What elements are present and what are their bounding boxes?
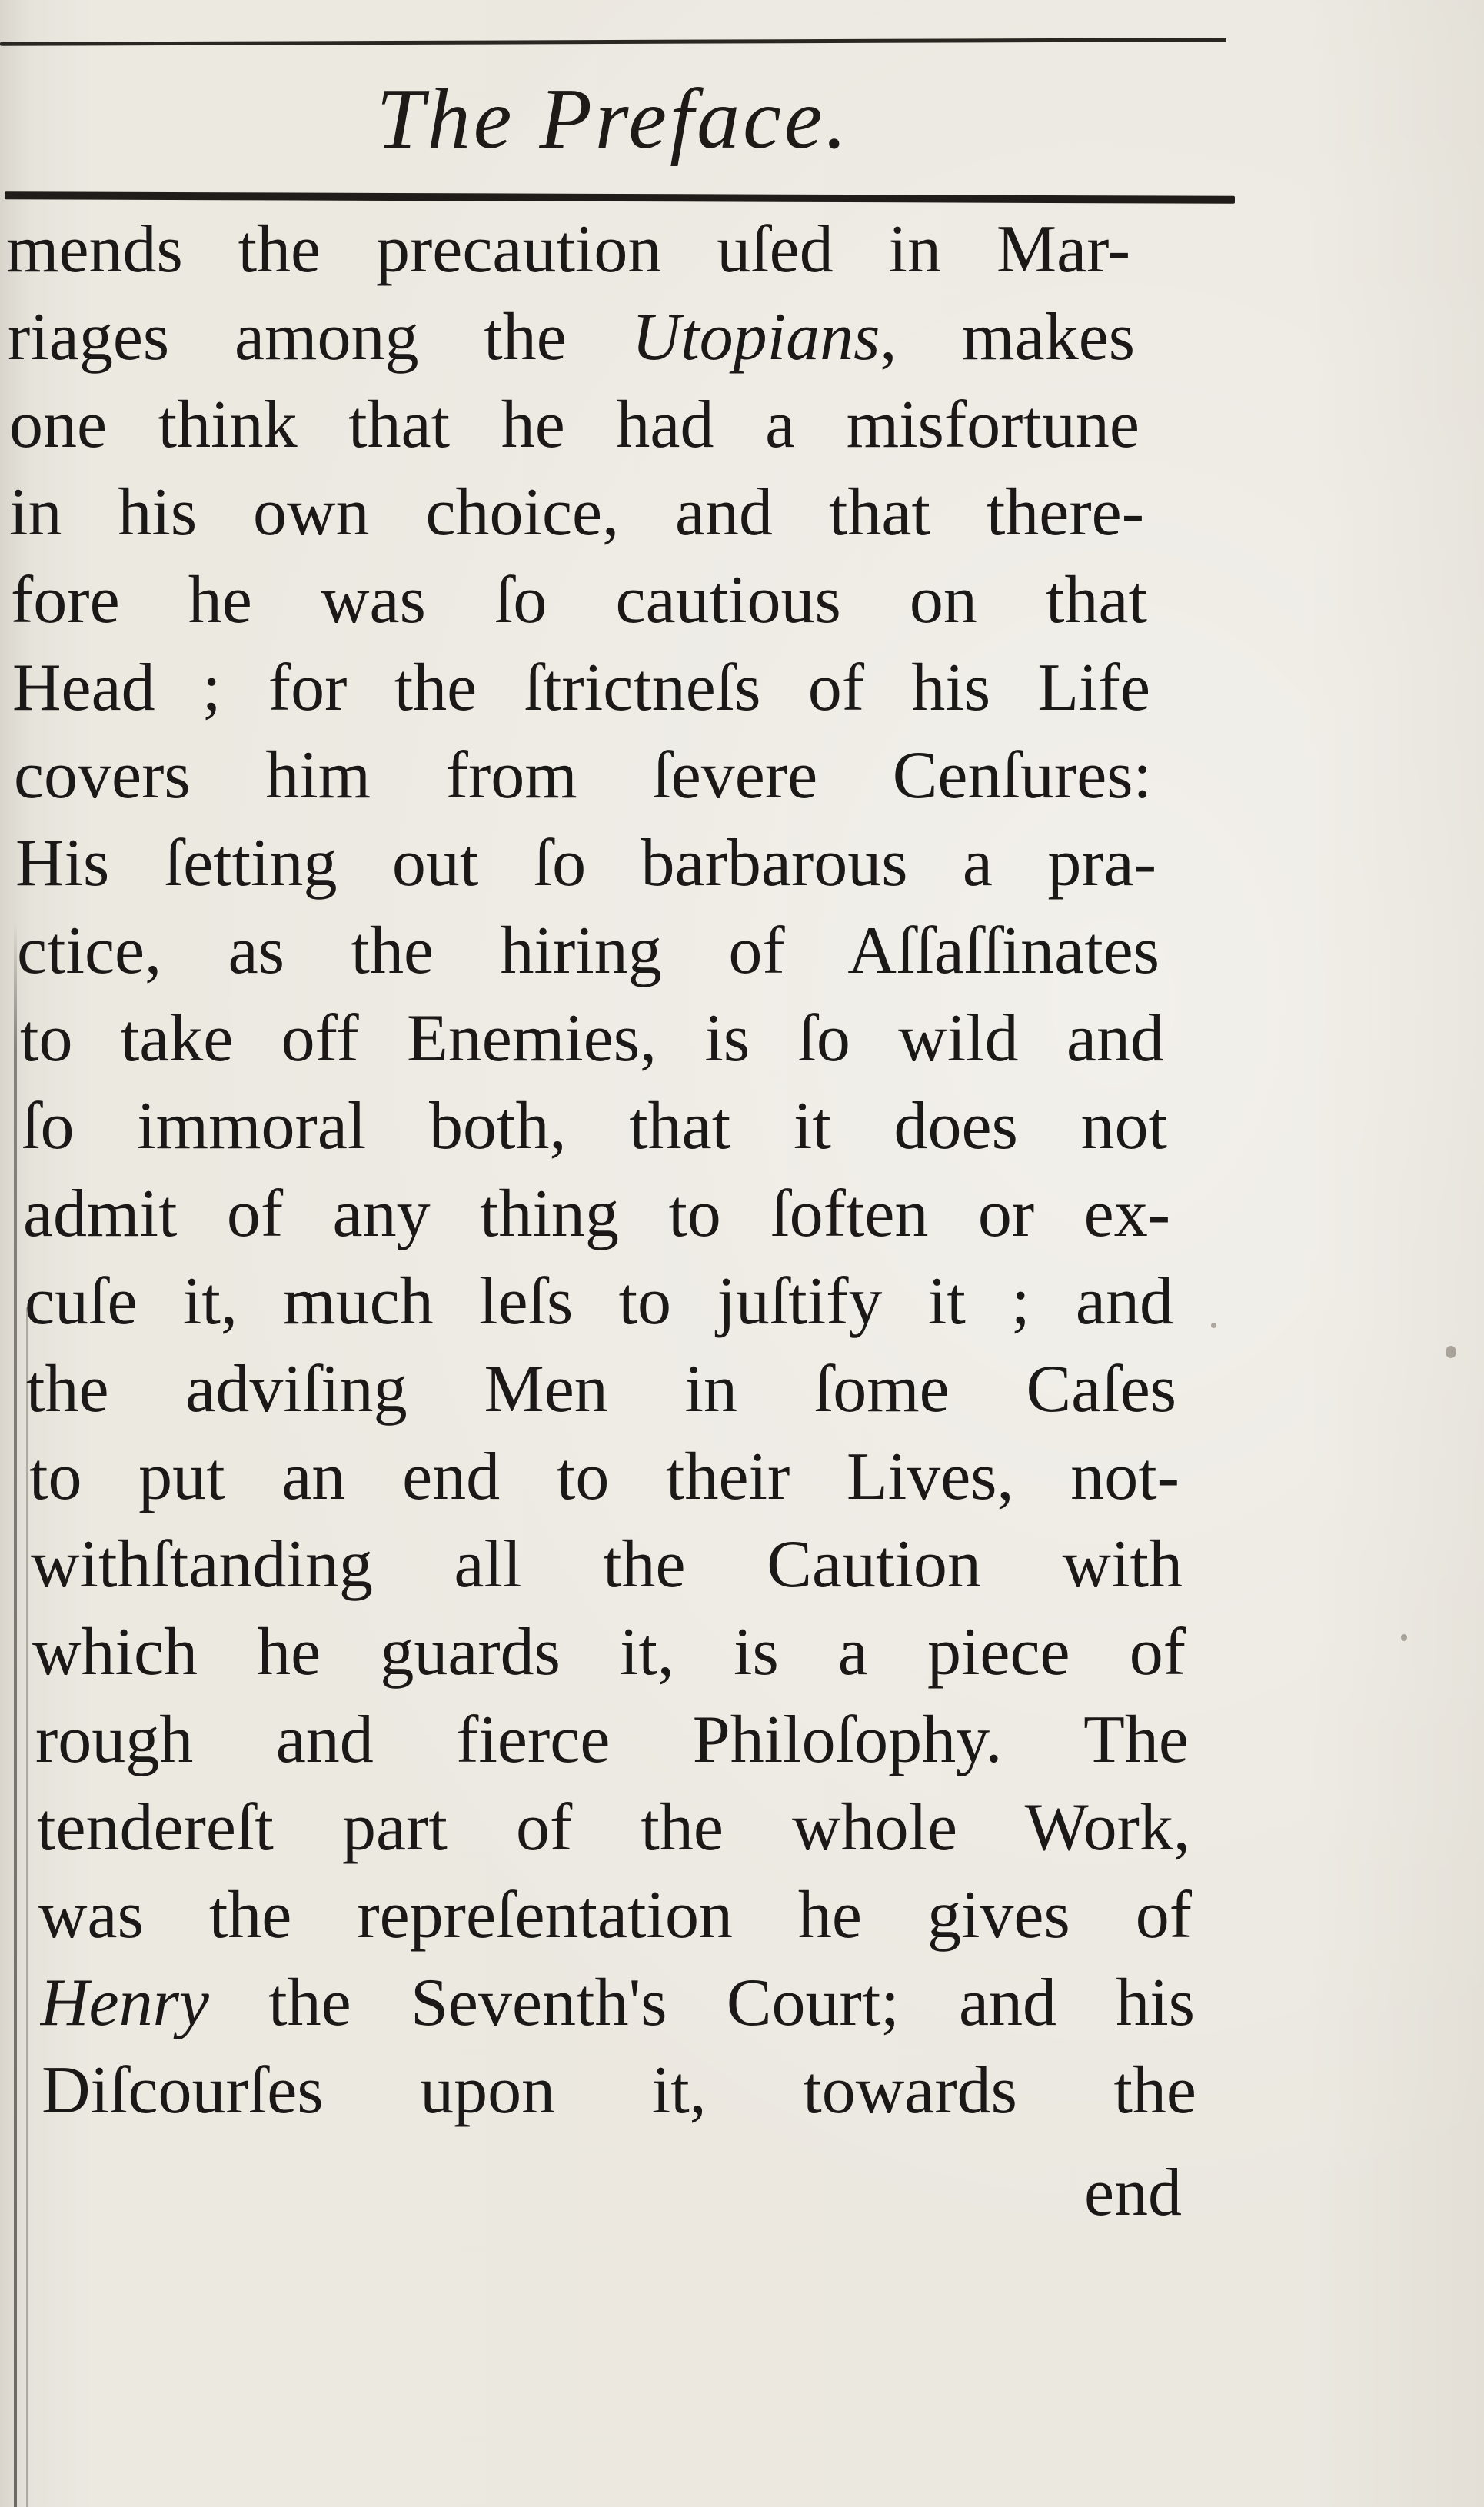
text-line: Head ; for the ſtrictneſs of his Life (12, 651, 1150, 725)
italic-name: Henry (40, 1966, 209, 2040)
text-line: His ſetting out ſo barbarous a pra- (15, 826, 1156, 901)
text-line: covers him from ſevere Cenſures: (14, 738, 1152, 813)
text-line: ſo immoral both, that it does not (22, 1089, 1167, 1164)
running-head: The Preface. (376, 72, 850, 167)
text-line: ctice, as the hiring of Aſſaſſinates (17, 914, 1160, 988)
text-line: tendereſt part of the whole Work, (37, 1790, 1190, 1865)
text-line: to put an end to their Lives, not- (29, 1440, 1180, 1514)
text-line: fore he was ſo cautious on that (11, 563, 1147, 638)
paper-speck (1446, 1346, 1456, 1358)
header-top-rule (0, 38, 1226, 46)
text-line: one think that he had a misfortune (9, 388, 1140, 462)
text-line: the adviſing Men in ſome Caſes (26, 1352, 1176, 1427)
text-line: in his own choice, and that there- (9, 475, 1144, 550)
text-line: withſtanding all the Caution with (31, 1527, 1183, 1602)
text-line: mends the precaution uſed in Mar- (6, 212, 1130, 287)
text-line: rough and fierce Philoſophy. The (35, 1703, 1189, 1777)
text-line: cuſe it, much leſs to juſtify it ; and (25, 1264, 1173, 1339)
text-line: Diſcourſes upon it, towards the (42, 2053, 1196, 2128)
text-line: admit of any thing to ſoften or ex- (23, 1177, 1170, 1251)
paper-speck (1401, 1634, 1407, 1641)
paper-speck (1211, 1323, 1216, 1328)
header-bottom-rule (5, 191, 1235, 204)
italic-term: Utopians (631, 300, 880, 375)
text-line: which he guards it, is a piece of (32, 1615, 1186, 1690)
body-text (0, 206, 1484, 2282)
text-line: riages among the Utopians, makes (8, 300, 1135, 375)
catchword: end (1084, 2156, 1183, 2230)
text-line: to take off Enemies, is ſo wild and (20, 1001, 1164, 1076)
text-line: Henry the Seventh's Court; and his (40, 1966, 1195, 2040)
text-line: was the repreſentation he gives of (38, 1878, 1192, 1953)
